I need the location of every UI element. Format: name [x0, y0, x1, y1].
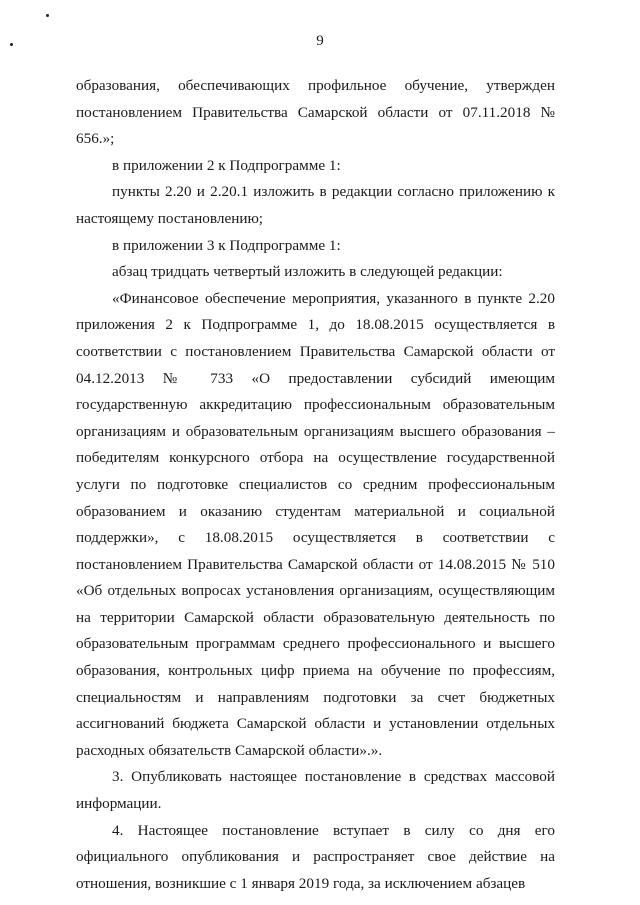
paragraph-item-4: 4. Настоящее постановление вступает в силу со дня его официального опубликования и распространяет свое действие на отношения, возникшие с 1 января 2019 года, за исключением абзацев	[76, 821, 555, 892]
page-number: 9	[316, 33, 324, 49]
paragraph-points-2-20: пункты 2.20 и 2.20.1 изложить в редакции согласно приложению к настоящему постановлению;	[76, 183, 555, 227]
paragraph-appendix-2: в приложении 2 к Подпрограмме 1:	[112, 156, 341, 174]
paragraph-appendix-3: в приложении 3 к Подпрограмме 1:	[112, 236, 341, 254]
paragraph-abzac-34: абзац тридцать четвертый изложить в следующей редакции:	[112, 263, 503, 281]
scan-speck	[46, 14, 49, 17]
paragraph-item-3: 3. Опубликовать настоящее постановление в средствах массовой информации.	[76, 768, 555, 813]
paragraph-continuation: образования, обеспечивающих профильное обучение, утвержден постановлением Правительства Самарской области от 07.11.2018 № 656.»;	[76, 77, 555, 148]
document-body	[76, 73, 555, 897]
paragraph-financing-quote: «Финансовое обеспечение мероприятия, указанного в пункте 2.20 приложения 2 к Подпрограмме 1, до 18.08.2015 осуществляется в соответствии с постановлением Правительства Самарской области от 04.12.2013 № 733 «О предоставлении субсидий имеющим государственную аккредитацию профессиональным образовательным организациям и образовательным организациям высшего образования – победителям конкурсного отбора на осуществление государственной услуги по подготовке специалистов со средним профессиональным образованием и оказанию студентам материальной и социальной поддержки», с 18.08.2015 осуществляется в соответствии с постановлением Правительства Самарской области от 14.08.2015 № 510 «Об отдельных вопросах установления организациям, осуществляющим на территории Самарской области образовательную деятельность по образовательным программам среднего профессионального и высшего образования, контрольных цифр приема на обучение по профессиям, специальностям и направлениям подготовки за счет бюджетных ассигнований бюджета Самарской области и установлении отдельных расходных обязательств Самарской области».».	[76, 289, 555, 759]
